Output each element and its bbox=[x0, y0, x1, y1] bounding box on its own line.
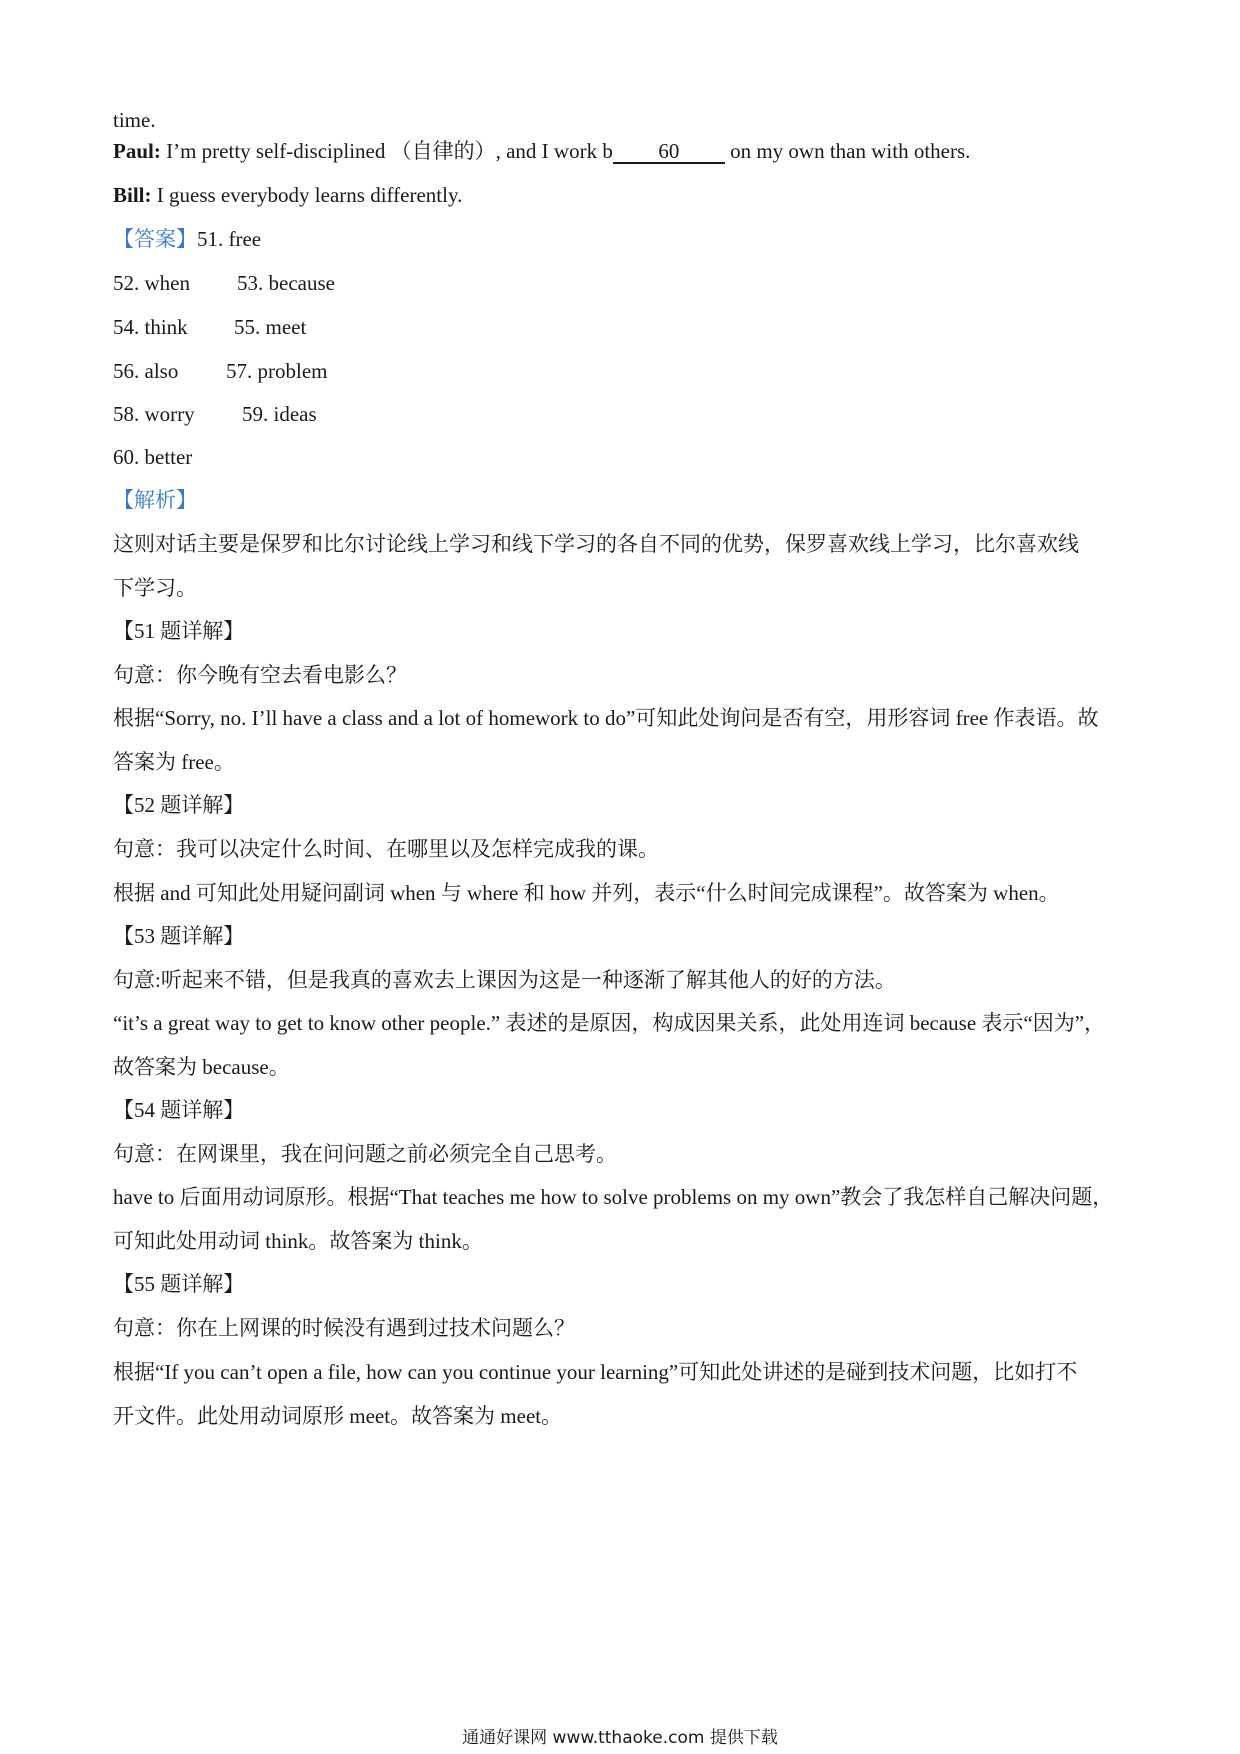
paragraph-text: 句意：我可以决定什么时间、在哪里以及怎样完成我的课。 bbox=[113, 837, 659, 861]
paragraph-text: 可知此处用动词 think。故答案为 think。 bbox=[113, 1229, 483, 1253]
answer-56: 56. also bbox=[113, 359, 179, 383]
explanation-55 bbox=[113, 1358, 1133, 1386]
explanation-55 bbox=[113, 1402, 1133, 1430]
paragraph-text: 句意：你今晚有空去看电影么？ bbox=[113, 663, 407, 687]
answer-54: 54. think bbox=[113, 315, 188, 339]
answer-row bbox=[113, 357, 1133, 385]
explanation-54 bbox=[113, 1183, 1133, 1211]
dialogue-line-paul bbox=[113, 137, 1133, 165]
paragraph-text: have to 后面用动词原形。根据“That teaches me how to solve problems on my own”教会了我怎样自己解决问题， bbox=[113, 1185, 1114, 1209]
paragraph-text: 这则对话主要是保罗和比尔讨论线上学习和线下学习的各自不同的优势，保罗喜欢线上学习，比尔喜欢线 bbox=[113, 532, 1079, 556]
section-heading: 【55 题详解】 bbox=[113, 1272, 245, 1296]
answer-59: 59. ideas bbox=[242, 402, 317, 426]
explanation-53 bbox=[113, 1009, 1133, 1037]
section-heading: 【53 题详解】 bbox=[113, 924, 245, 948]
sentence-meaning-54 bbox=[113, 1140, 1133, 1168]
speaker-paul: Paul: bbox=[113, 139, 161, 163]
paragraph-text: 根据 and 可知此处用疑问副词 when 与 where 和 how 并列，表示“什么时间完成课程”。故答案为 when。 bbox=[113, 881, 1060, 905]
section-heading: 【54 题详解】 bbox=[113, 1098, 245, 1122]
explanation-54 bbox=[113, 1227, 1133, 1255]
question-heading-52 bbox=[113, 791, 1133, 819]
section-heading: 【51 题详解】 bbox=[113, 619, 245, 643]
answer-row bbox=[113, 443, 1133, 471]
paragraph-text: 答案为 free。 bbox=[113, 750, 235, 774]
paragraph-text: 句意：在网课里，我在问问题之前必须完全自己思考。 bbox=[113, 1142, 617, 1166]
paragraph-text: 根据“If you can’t open a file, how can you continue your learning”可知此处讲述的是碰到技术问题，比如打不 bbox=[113, 1360, 1078, 1384]
sentence-meaning-53 bbox=[113, 966, 1133, 994]
sentence-meaning-55 bbox=[113, 1314, 1133, 1342]
answer-row bbox=[113, 269, 1133, 297]
answer-blank-60: 60 bbox=[613, 140, 725, 164]
explanation-51 bbox=[113, 748, 1133, 776]
page-footer bbox=[0, 1726, 1240, 1750]
question-heading-53 bbox=[113, 922, 1133, 950]
section-heading: 【52 题详解】 bbox=[113, 793, 245, 817]
paul-text-before: I’m pretty self-disciplined （自律的）, and I work b bbox=[160, 139, 613, 163]
analysis-heading bbox=[113, 486, 1133, 514]
answer-55: 55. meet bbox=[234, 315, 307, 339]
answer-row bbox=[113, 400, 1133, 428]
answer-57: 57. problem bbox=[226, 359, 328, 383]
analysis-tag: 【解析】 bbox=[113, 488, 197, 512]
answer-58: 58. worry bbox=[113, 402, 195, 426]
answer-52: 52. when bbox=[113, 271, 190, 295]
bill-text: I guess everybody learns differently. bbox=[151, 183, 463, 207]
sentence-meaning-52 bbox=[113, 835, 1133, 863]
speaker-bill: Bill: bbox=[113, 183, 152, 207]
answer-51: 51. free bbox=[197, 227, 262, 251]
dialogue-line-time bbox=[113, 106, 1133, 134]
question-heading-54 bbox=[113, 1096, 1133, 1124]
sentence-meaning-51 bbox=[113, 661, 1133, 689]
question-heading-51 bbox=[113, 617, 1133, 645]
dialogue-line-bill bbox=[113, 181, 1133, 209]
paragraph-text: 开文件。此处用动词原形 meet。故答案为 meet。 bbox=[113, 1404, 563, 1428]
answer-tag: 【答案】 bbox=[113, 227, 197, 251]
answer-60: 60. better bbox=[113, 445, 193, 469]
question-heading-55 bbox=[113, 1270, 1133, 1298]
answer-heading-line bbox=[113, 225, 1133, 253]
analysis-summary bbox=[113, 530, 1133, 558]
footer-text: 通通好课网 www.tthaoke.com 提供下载 bbox=[462, 1728, 778, 1748]
answer-row bbox=[113, 313, 1133, 341]
paragraph-text: “it’s a great way to get to know other people.” 表述的是原因，构成因果关系，此处用连词 because 表示“因为”， bbox=[113, 1011, 1106, 1035]
explanation-52 bbox=[113, 879, 1133, 907]
paul-text-after: on my own than with others. bbox=[724, 139, 971, 163]
dialogue-text: time. bbox=[113, 108, 156, 132]
explanation-51 bbox=[113, 704, 1133, 732]
paragraph-text: 下学习。 bbox=[113, 576, 197, 600]
paragraph-text: 句意：你在上网课的时候没有遇到过技术问题么？ bbox=[113, 1316, 575, 1340]
explanation-53 bbox=[113, 1053, 1133, 1081]
analysis-summary bbox=[113, 574, 1133, 602]
answer-53: 53. because bbox=[237, 271, 335, 295]
paragraph-text: 故答案为 because。 bbox=[113, 1055, 290, 1079]
paragraph-text: 根据“Sorry, no. I’ll have a class and a lot of homework to do”可知此处询问是否有空，用形容词 free 作表语。故 bbox=[113, 706, 1099, 730]
paragraph-text: 句意:听起来不错，但是我真的喜欢去上课因为这是一种逐渐了解其他人的好的方法。 bbox=[113, 968, 896, 992]
